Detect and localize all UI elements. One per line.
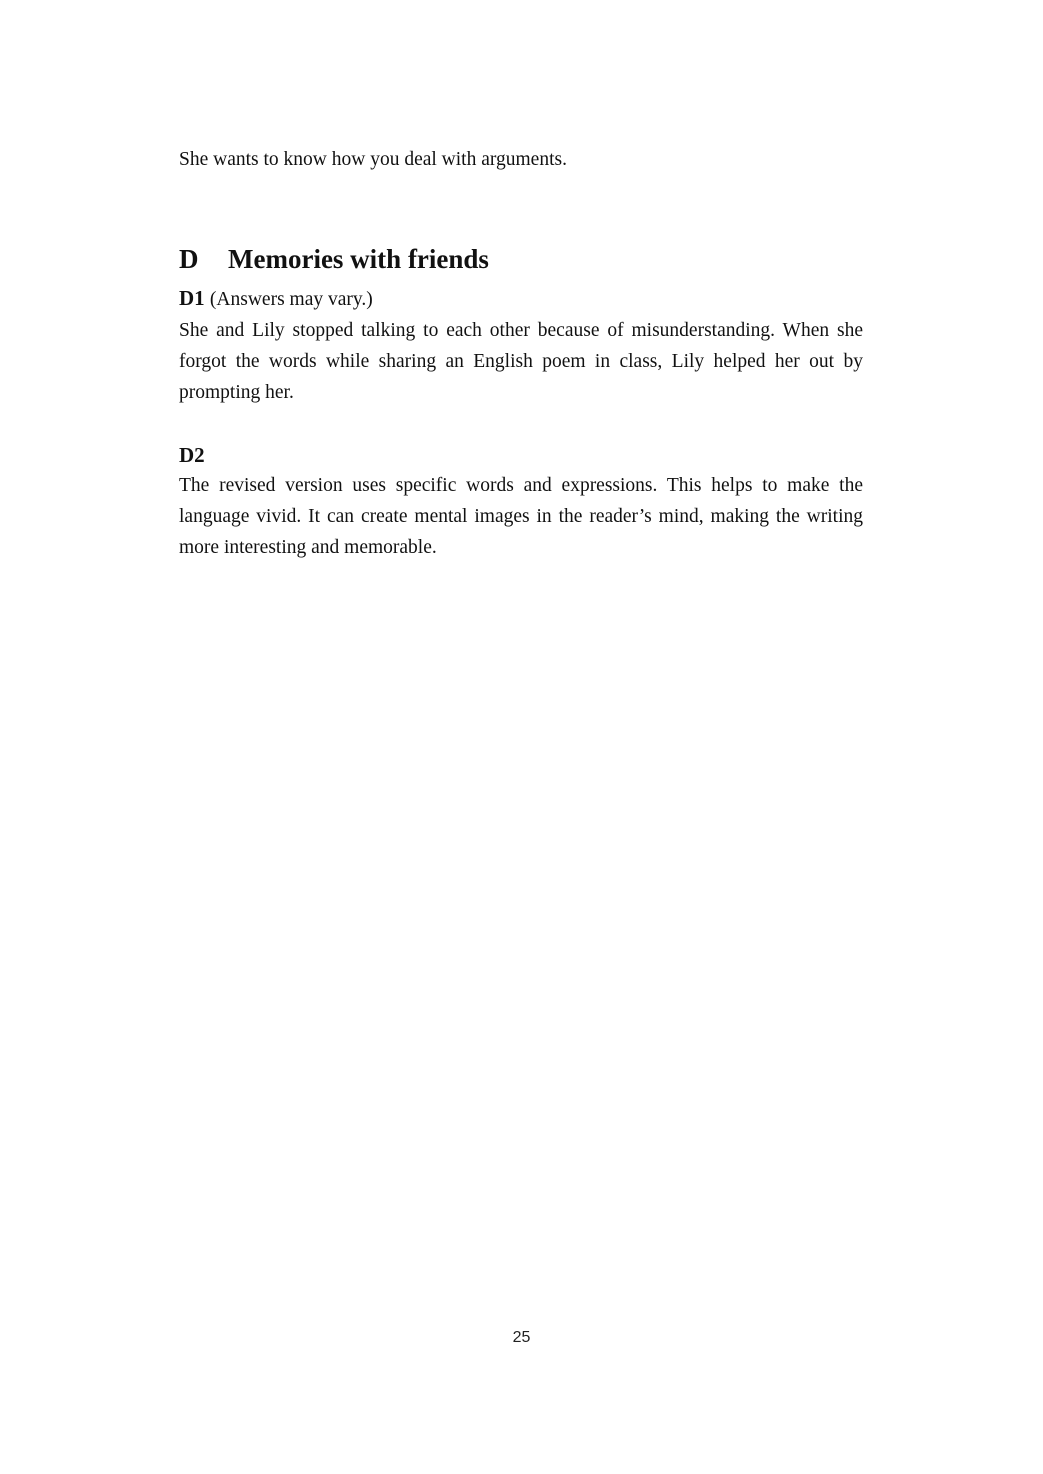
section-letter: D [179,244,199,274]
d1-note: (Answers may vary.) [209,289,373,310]
section-heading [179,239,863,279]
section-title: Memories with friends [228,244,489,274]
intro-paragraph: She wants to know how you deal with arguments. [179,149,567,170]
d2-label: D2 [179,443,205,467]
d1-heading [179,283,863,315]
d1-answer-text: She and Lily stopped talking to each other because of misunderstanding. When she forgot the words while sharing an English poem in class, Lily helped her out by prompting her. [179,320,863,403]
spacer [179,408,863,440]
answer-d2 [179,440,863,563]
answer-d1 [179,283,863,408]
d2-heading [179,440,863,470]
page-number: 25 [512,1329,531,1346]
page-content [179,144,863,563]
d2-answer-text: The revised version uses specific words and expressions. This helps to make the language vivid. It can create mental images in the reader’s mind, making the writing more interesting and memorable. [179,475,863,558]
d1-label: D1 [179,286,205,310]
